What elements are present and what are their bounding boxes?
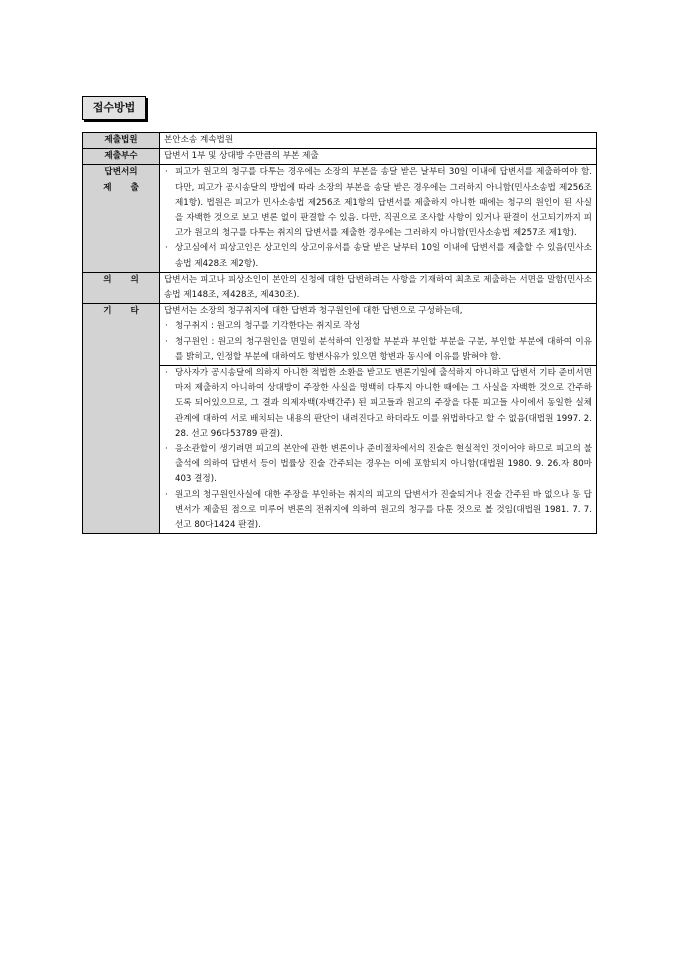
copies-value: 답변서 1부 및 상대방 수만큼의 부본 제출 (160, 149, 597, 165)
row-label: 기 타 (83, 304, 160, 534)
row-label: 의 의 (83, 272, 160, 303)
list-item: · 원고의 청구원인사실에 대한 주장을 부인하는 취지의 피고의 답변서가 진술되거나 진술 간주된 바 없으나 동 답변서가 제출된 점으로 미루어 변론의 전취지에 의하여 원고의 청구를 다툰 것으로 볼 것임(대법원 1981. 7. 7. 선고 80다1424 판결). (165, 489, 592, 531)
row-label: 답변서의 제 출 (83, 165, 160, 272)
court-value: 본안소송 계속법원 (160, 133, 597, 149)
other-intro: 답변서는 소장의 청구취지에 대한 답변과 청구원인에 대한 답변으로 구성하는데, (164, 306, 463, 317)
other-subsection (160, 365, 596, 533)
bullet-icon: · (165, 368, 168, 379)
table-row (83, 133, 597, 149)
table-row (83, 304, 597, 534)
other-content (160, 304, 597, 534)
list-item: · 상고심에서 피상고인은 상고인의 상고이유서를 송달 받은 날부터 10일 이내에 답변서를 제출할 수 있음(민사소송법 제428조 제2항). (165, 243, 592, 269)
row-label: 제출법원 (83, 133, 160, 149)
list-item: · 당사자가 공시송달에 의하지 아니한 적법한 소환을 받고도 변론기일에 출석하지 아니하고 답변서 기타 준비서면마저 제출하지 아니하여 상대방이 주장한 사실을 명백히 다투지 아니한 때에는 그 사실을 자백한 것으로 간주하도록 되어있으므로, 그 결과 의제자백(자백간주) 된 피고들과 원고의 주장을 다툰 피고들 사이에서 동일한 실체관계에 대하여 서로 배치되는 내용의 판단이 내려진다고 하더라도 이를 위법하다고 할 수 없음(대법원 1997. 2. 28. 선고 96다53789 판결). (165, 368, 592, 439)
table-row (83, 149, 597, 165)
bullet-icon: · (165, 167, 168, 178)
submission-content (160, 165, 597, 272)
bullet-icon: · (165, 444, 168, 455)
list-item: · 청구원인 : 원고의 청구원인을 면밀히 분석하여 인정할 부분과 부인할 부분을 구분, 부인할 부분에 대하여 이유를 밝히고, 인정할 부분에 대하여도 항변사유가 있으면 항변과 동시에 이유를 밝혀야 함. (165, 336, 592, 362)
table-row (83, 272, 597, 303)
list-item: · 피고가 원고의 청구를 다투는 경우에는 소장의 부본을 송달 받은 날부터 30일 이내에 답변서를 제출하여야 함. 다만, 피고가 공시송달의 방법에 따라 소장의 부본을 송달 받은 경우에는 그러하지 아니함(민사소송법 제256조 제1항). 법원은 피고가 민사소송법 제256조 제1항의 답변서를 제출하지 아니한 때에는 청구의 원인이 된 사실을 자백한 것으로 보고 변론 없이 판결할 수 있음. 다만, 직권으로 조사할 사항이 있거나 판결이 선고되기까지 피고가 원고의 청구를 다투는 취지의 답변서를 제출한 경우에는 그러하지 아니함(민사소송법 제257조 제1항). (165, 167, 592, 239)
section-title: 접수방법 (82, 96, 146, 120)
submission-method-table (82, 132, 597, 534)
bullet-icon: · (165, 321, 168, 332)
bullet-icon: · (165, 336, 168, 347)
list-item: · 청구취지 : 원고의 청구를 기각한다는 취지로 작성 (164, 319, 592, 334)
table-row (83, 165, 597, 272)
list-item: · 응소관할이 생기려면 피고의 본안에 관한 변론이나 준비절차에서의 진술은 현실적인 것이어야 하므로 피고의 불출석에 의하여 답변서 등이 법률상 진술 간주되는 경우는 이에 포함되지 아니함(대법원 1980. 9. 26.자 80마403 결정). (165, 444, 592, 485)
bullet-icon: · (165, 489, 168, 500)
row-label: 제출부수 (83, 149, 160, 165)
bullet-icon: · (165, 243, 168, 254)
meaning-content: 답변서는 피고나 피상소인이 본안의 신청에 대한 답변하려는 사항을 기재하여 최초로 제출하는 서면을 말함(민사소송법 제148조, 제428조, 제430조). (160, 272, 597, 303)
